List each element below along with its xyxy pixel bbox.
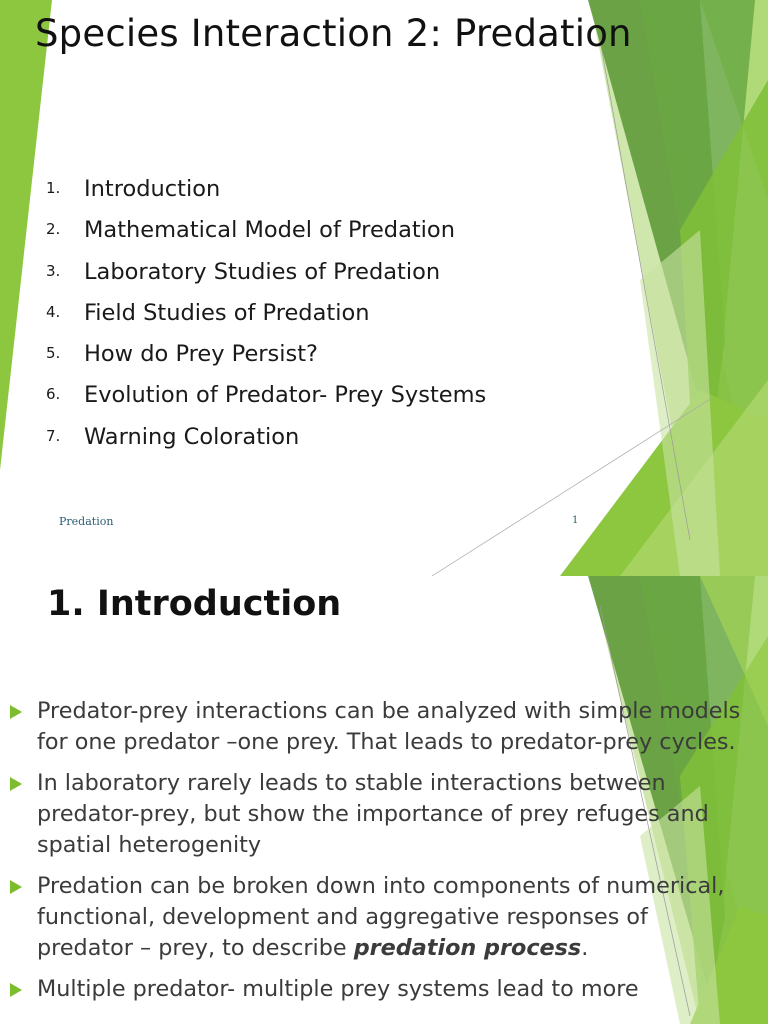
bullet-text: Multiple predator- multiple prey systems lead to more: [37, 976, 639, 1002]
slide-title: Species Interaction 2: Predation: [35, 12, 632, 55]
triangle-bullet-icon: [10, 880, 22, 894]
toc-text: Field Studies of Predation: [84, 299, 370, 326]
toc-text: Warning Coloration: [84, 423, 300, 450]
toc-text: How do Prey Persist?: [84, 341, 318, 368]
toc-text: Mathematical Model of Predation: [84, 217, 455, 244]
toc-text: Introduction: [84, 176, 221, 202]
toc-number: 4.: [46, 302, 61, 321]
emphasis-text: predation process: [353, 935, 582, 961]
bullet-list: [8, 696, 748, 1015]
toc-number: 5.: [46, 344, 61, 363]
toc-text: Evolution of Predator- Prey Systems: [84, 382, 487, 409]
slide-title: 1. Introduction: [47, 584, 342, 624]
slide-2: [0, 576, 768, 1024]
bullet-item: [8, 696, 748, 758]
slide-footer: Predation: [59, 515, 114, 528]
bullet-item: [8, 768, 748, 861]
bullet-text-tail: .: [581, 935, 589, 961]
toc-number: 6.: [46, 385, 61, 404]
page-number: 1: [572, 515, 579, 526]
triangle-bullet-icon: [10, 777, 22, 791]
bullet-text: In laboratory rarely leads to stable interactions between predator-prey, but show the importance of prey refuges and spatial heterogenity: [37, 770, 709, 858]
toc-number: 1.: [46, 179, 61, 197]
triangle-bullet-icon: [10, 983, 22, 997]
bullet-text: Predation can be broken down into components of numerical, functional, development and aggregative responses of predator – prey, to describe: [37, 873, 725, 961]
bullet-item: [8, 974, 748, 1005]
toc-number: 3.: [46, 261, 61, 280]
triangle-bullet-icon: [10, 705, 22, 719]
bullet-text: Predator-prey interactions can be analyzed with simple models for one predator –one prey. That leads to predator-prey cycles.: [37, 698, 741, 755]
toc-text: Laboratory Studies of Predation: [84, 258, 441, 285]
toc-number: 7.: [46, 426, 61, 445]
toc-number: 2.: [46, 220, 61, 239]
bullet-item: [8, 871, 748, 964]
